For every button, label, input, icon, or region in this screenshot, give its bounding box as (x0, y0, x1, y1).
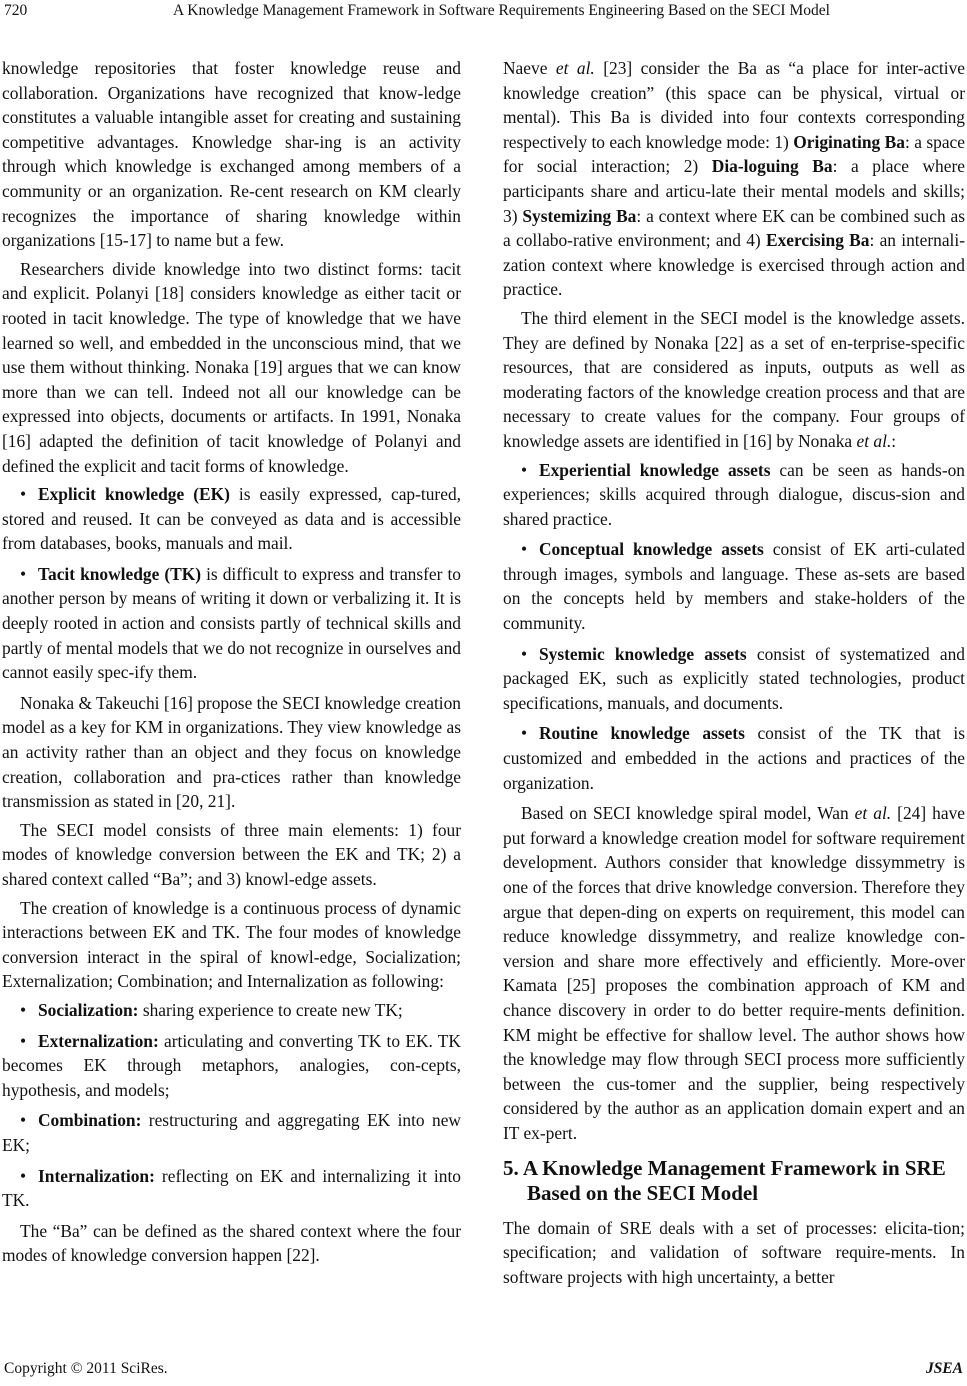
term: Combination: (38, 1110, 142, 1131)
paragraph: The “Ba” can be defined as the shared context where the four modes of knowledge conversion happen [22]. (2, 1220, 461, 1266)
term: Internalization: (38, 1165, 155, 1186)
bullet-icon: • (20, 563, 27, 584)
paragraph: The creation of knowledge is a continuous process of dynamic interactions between EK and TK. The four modes of knowledge conversion interact in the spiral of knowl-edge, Socialization; Externalization; Combination; and Internalization as following: (2, 897, 461, 992)
list-item: • Experiential knowledge assets can be seen as hands-on experiences; skills acquired through dialogue, discus-sion and shared practice. (503, 459, 965, 529)
bullet-icon: • (521, 723, 528, 744)
running-header (0, 0, 967, 36)
bullet-icon: • (521, 643, 528, 664)
list-item: • Externalization: articulating and converting TK to EK. TK becomes EK through metaphors, analogies, con-cepts, hypothesis, and models; (2, 1030, 461, 1100)
bullet-icon: • (521, 459, 528, 480)
journal-name: JSEA (925, 1360, 963, 1377)
term: Externalization: (38, 1030, 159, 1051)
term: Experiential knowledge assets (539, 459, 771, 480)
running-title: A Knowledge Management Framework in Software Requirements Engineering Based on the SECI Model (173, 2, 830, 19)
paragraph: The domain of SRE deals with a set of processes: elicita-tion; specification; and validation of software require-ments. In software projects with high uncertainty, a better (503, 1217, 965, 1287)
bullet-icon: • (521, 539, 528, 560)
term: Conceptual knowledge assets (539, 539, 764, 560)
right-column (503, 56, 965, 1293)
bullet-icon: • (20, 999, 27, 1020)
page-footer (0, 1358, 967, 1382)
copyright: Copyright © 2011 SciRes. (4, 1360, 168, 1377)
paragraph: Based on SECI knowledge spiral model, Wan et al. [24] have put forward a knowledge creation model for software requirement development. Authors consider that knowledge dissymmetry is one of the forces that drive knowledge conversion. Therefore they argue that depen-ding on experts on requirement, this model can reduce knowledge dissymmetry, and realize knowledge con-version and share more effectively and efficiently. More-over Kamata [25] proposes the combination approach of KM and chance discovery in order to do better require-ments definition. KM might be effective for shallow level. The author shows how the knowledge may flow through SECI process more sufficiently between the cus-tomer and the supplier, being respectively considered by the author as an application domain expert and an IT ex-pert. (503, 803, 966, 1143)
bullet-icon: • (20, 1110, 27, 1131)
page-number: 720 (4, 2, 28, 19)
list-item: • Tacit knowledge (TK) is difficult to express and transfer to another person by means of writing it down or verbalizing it. It is deeply rooted in action and consists partly of technical skills and partly of mental models that we do not recognize in ourselves and cannot easily spec-ify them. (2, 563, 461, 683)
paragraph: Nonaka & Takeuchi [16] propose the SECI knowledge creation model as a key for KM in organizations. They view knowledge as an activity rather than an object and they focus on knowledge creation, collaboration and pra-ctices rather than knowledge transmission as stated in [20, 21]. (2, 692, 461, 812)
term: Tacit knowledge (TK) (38, 563, 202, 584)
list-item: • Internalization: reflecting on EK and internalizing it into TK. (2, 1165, 461, 1211)
bullet-icon: • (20, 484, 27, 505)
list-item: • Routine knowledge assets consist of the TK that is customized and embedded in the actions and practices of the organization. (503, 723, 965, 793)
paragraph: Researchers divide knowledge into two distinct forms: tacit and explicit. Polanyi [18] considers knowledge as either tacit or rooted in tacit knowledge. The type of knowledge that we have learned so well, and embedded in the unconscious mind, that we use them without thinking. Nonaka [19] argues that we can know more than we can tell. Indeed not all our knowledge can be expressed into objects, documents or artifacts. In 1991, Nonaka [16] adapted the definition of tacit knowledge of Polanyi and defined the explicit and tacit forms of knowledge. (2, 258, 461, 476)
section-heading: 5. A Knowledge Management Framework in SRE Based on the SECI Model (503, 1155, 946, 1205)
paragraph: The third element in the SECI model is the knowledge assets. They are defined by Nonaka [22] as a set of en-terprise-specific resources, that are considered as inputs, outputs as well as moderating factors of the knowledge creation process and that are necessary to create values for the company. Four groups of knowledge assets are identified in [16] by Nonaka et al.: (503, 307, 965, 451)
list-item: • Explicit knowledge (EK) is easily expressed, cap-tured, stored and reused. It can be conveyed as data and is accessible from databases, books, manuals and mail. (2, 484, 461, 554)
term: Systemic knowledge assets (539, 643, 747, 664)
term: Routine knowledge assets (539, 723, 745, 744)
list-item: • Combination: restructuring and aggregating EK into new EK; (2, 1110, 461, 1155)
left-column (2, 56, 461, 1272)
list-item: • Socialization: sharing experience to create new TK; (2, 998, 461, 1023)
term: Socialization: (38, 999, 139, 1020)
list-item: • Systemic knowledge assets consist of systematized and packaged EK, such as explicitly stated technologies, product specifications, manuals, and documents. (503, 643, 966, 713)
list-item: • Conceptual knowledge assets consist of EK arti-culated through images, symbols and language. These as-sets are based on the concepts held by members and stake-holders of the community. (503, 539, 965, 634)
paragraph: Naeve et al. [23] consider the Ba as “a place for inter-active knowledge creation” (this space can be physical, virtual or mental). This Ba is divided into four contexts corresponding respectively to each knowledge mode: 1) Originating Ba: a space for social interaction; 2) Dia-loguing Ba: a place where participants share and articu-late their mental models and skills; 3) Systemizing Ba: a context where EK can be combined such as a collabo-rative environment; and 4) Exercising Ba: an internali-zation context where knowledge is exercised through action and practice. (503, 58, 966, 300)
bullet-icon: • (20, 1030, 27, 1051)
term: Explicit knowledge (EK) (38, 484, 230, 505)
paragraph: knowledge repositories that foster knowledge reuse and collaboration. Organizations have recognized that know-ledge constitutes a valuable intangible asset for creating and sustaining competitive advantages. Knowledge shar-ing is an activity through which knowledge is exchanged among members of a community or an organization. Re-cent research on KM clearly recognizes the importance of sharing knowledge within organizations [15-17] to name but a few. (2, 58, 461, 251)
paragraph: The SECI model consists of three main elements: 1) four modes of knowledge conversion between the EK and TK; 2) a shared context called “Ba”; and 3) knowl-edge assets. (2, 819, 461, 889)
bullet-icon: • (20, 1165, 27, 1186)
